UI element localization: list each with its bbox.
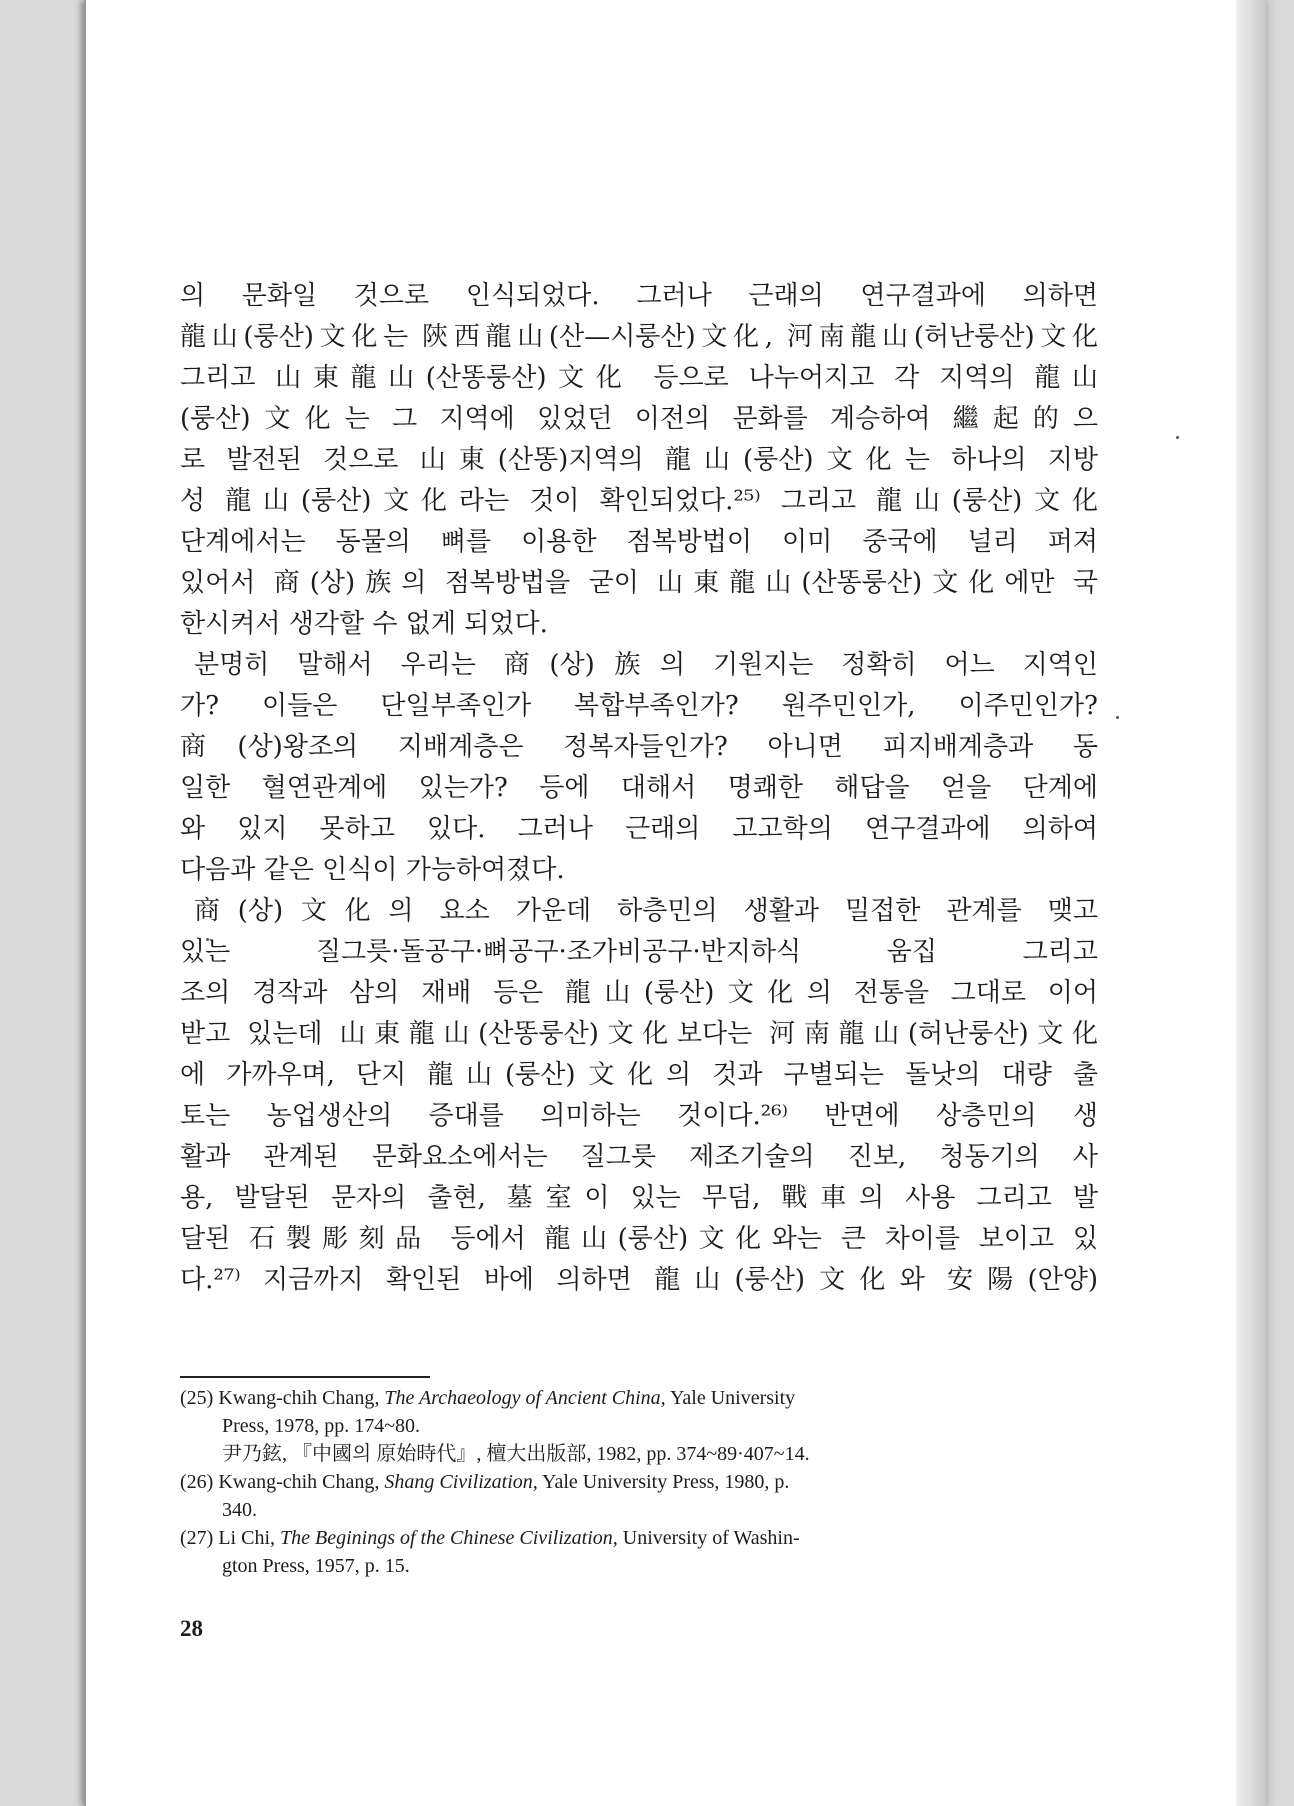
footnote-author: Kwang-chih Chang, <box>218 1471 380 1493</box>
body-line: 다음과 같은 인식이 가능하여졌다. <box>180 855 565 885</box>
footnote-27-continued: gton Press, 1957, p. 15. <box>222 1555 410 1577</box>
body-line: 분명히 말해서 우리는 商(상)族의 기원지는 정확히 어느 지역인 <box>194 650 1098 680</box>
footnote-26 <box>180 1468 1098 1496</box>
body-line: 단계에서는 동물의 뼈를 이용한 점복방법이 이미 중국에 널리 퍼져 <box>180 527 1098 557</box>
body-line: 에 가까우며, 단지 龍山(룽산)文化의 것과 구별되는 돌낫의 대량 출 <box>180 1060 1098 1090</box>
body-line: 조의 경작과 삼의 재배 등은 龍山(룽산)文化의 전통을 그대로 이어 <box>180 978 1098 1008</box>
body-line: 활과 관계된 문화요소에서는 질그릇 제조기술의 진보, 청동기의 사 <box>180 1142 1098 1172</box>
body-line: 달된 石製彫刻品 등에서 龍山(룽산)文化와는 큰 차이를 보이고 있 <box>180 1224 1098 1254</box>
footnote-26-continued: 340. <box>222 1499 257 1521</box>
footnote-divider <box>180 1376 430 1378</box>
footnotes <box>180 1384 1098 1580</box>
footnote-25-second-source: 尹乃鉉, 『中國의 原始時代』, 檀大出版部, 1982, pp. 374~89·407~14. <box>222 1443 810 1465</box>
footnote-marker: (25) <box>180 1387 214 1409</box>
page-edge-shadow <box>1236 0 1266 1806</box>
footnote-author: Li Chi, <box>218 1527 275 1549</box>
body-line: 있는 질그릇·돌공구·뼈공구·조가비공구·반지하식 움집 그리고 <box>180 937 1098 967</box>
body-line: 가? 이들은 단일부족인가 복합부족인가? 원주민인가, 이주민인가? <box>180 691 1098 721</box>
body-line: 그리고 山東龍山(산똥룽산)文化 등으로 나누어지고 각 지역의 龍山 <box>180 363 1098 393</box>
body-line: 일한 혈연관계에 있는가? 등에 대해서 명쾌한 해답을 얻을 단계에 <box>180 773 1098 803</box>
footnote-marker: (26) <box>180 1471 214 1493</box>
body-line: 있어서 商(상)族의 점복방법을 굳이 山東龍山(산똥룽산)文化에만 국 <box>180 568 1098 598</box>
body-line: 받고 있는데 山東龍山(산똥룽산)文化보다는 河南龍山(허난룽산)文化 <box>180 1019 1098 1049</box>
footnote-publisher: Yale University <box>669 1387 796 1409</box>
body-line: 용, 발달된 문자의 출현, 墓室이 있는 무덤, 戰車의 사용 그리고 발 <box>180 1183 1098 1213</box>
body-line: 의 문화일 것으로 인식되었다. 그러나 근래의 연구결과에 의하면 <box>180 281 1098 311</box>
footnote-27 <box>180 1524 1098 1552</box>
footnote-25-continued: Press, 1978, pp. 174~80. <box>222 1415 421 1437</box>
body-line: 와 있지 못하고 있다. 그러나 근래의 고고학의 연구결과에 의하여 <box>180 814 1098 844</box>
body-line: 토는 농업생산의 증대를 의미하는 것이다.²⁶⁾ 반면에 상층민의 생 <box>180 1101 1098 1131</box>
footnote-title: Shang Civilization, <box>384 1471 538 1493</box>
body-line: 로 발전된 것으로 山東(산똥)지역의 龍山(룽산)文化는 하나의 지방 <box>180 445 1098 475</box>
body-line: 성 龍山(룽산)文化라는 것이 확인되었다.²⁵⁾ 그리고 龍山(룽산)文化 <box>180 486 1098 516</box>
footnote-author: Kwang-chih Chang, <box>218 1387 380 1409</box>
footnote-publisher: University of Washin- <box>622 1527 800 1549</box>
print-speck <box>1176 436 1179 439</box>
body-line: 商(상)文化의 요소 가운데 하층민의 생활과 밀접한 관계를 맺고 <box>194 896 1098 926</box>
footnote-publisher: Yale University Press, 1980, p. <box>542 1471 790 1493</box>
page-number: 28 <box>180 1616 203 1641</box>
body-line: 한시켜서 생각할 수 없게 되었다. <box>180 609 548 639</box>
body-line: 龍山(룽산)文化는 陝西龍山(산—시룽산)文化, 河南龍山(허난룽산)文化 <box>180 322 1098 352</box>
body-line: 다.²⁷⁾ 지금까지 확인된 바에 의하면 龍山(룽산)文化와 安陽(안양) <box>180 1265 1098 1295</box>
body-line: 商(상)왕조의 지배계층은 정복자들인가? 아니면 피지배계층과 동 <box>180 732 1098 762</box>
print-speck <box>1116 716 1119 719</box>
footnote-title: The Beginings of the Chinese Civilization, <box>280 1527 618 1549</box>
footnote-25 <box>180 1384 1098 1412</box>
footnote-title: The Archaeology of Ancient China, <box>384 1387 666 1409</box>
body-text <box>180 276 1098 1301</box>
footnote-marker: (27) <box>180 1527 214 1549</box>
body-line: (룽산)文化는 그 지역에 있었던 이전의 문화를 계승하여 繼起的으 <box>180 404 1098 434</box>
